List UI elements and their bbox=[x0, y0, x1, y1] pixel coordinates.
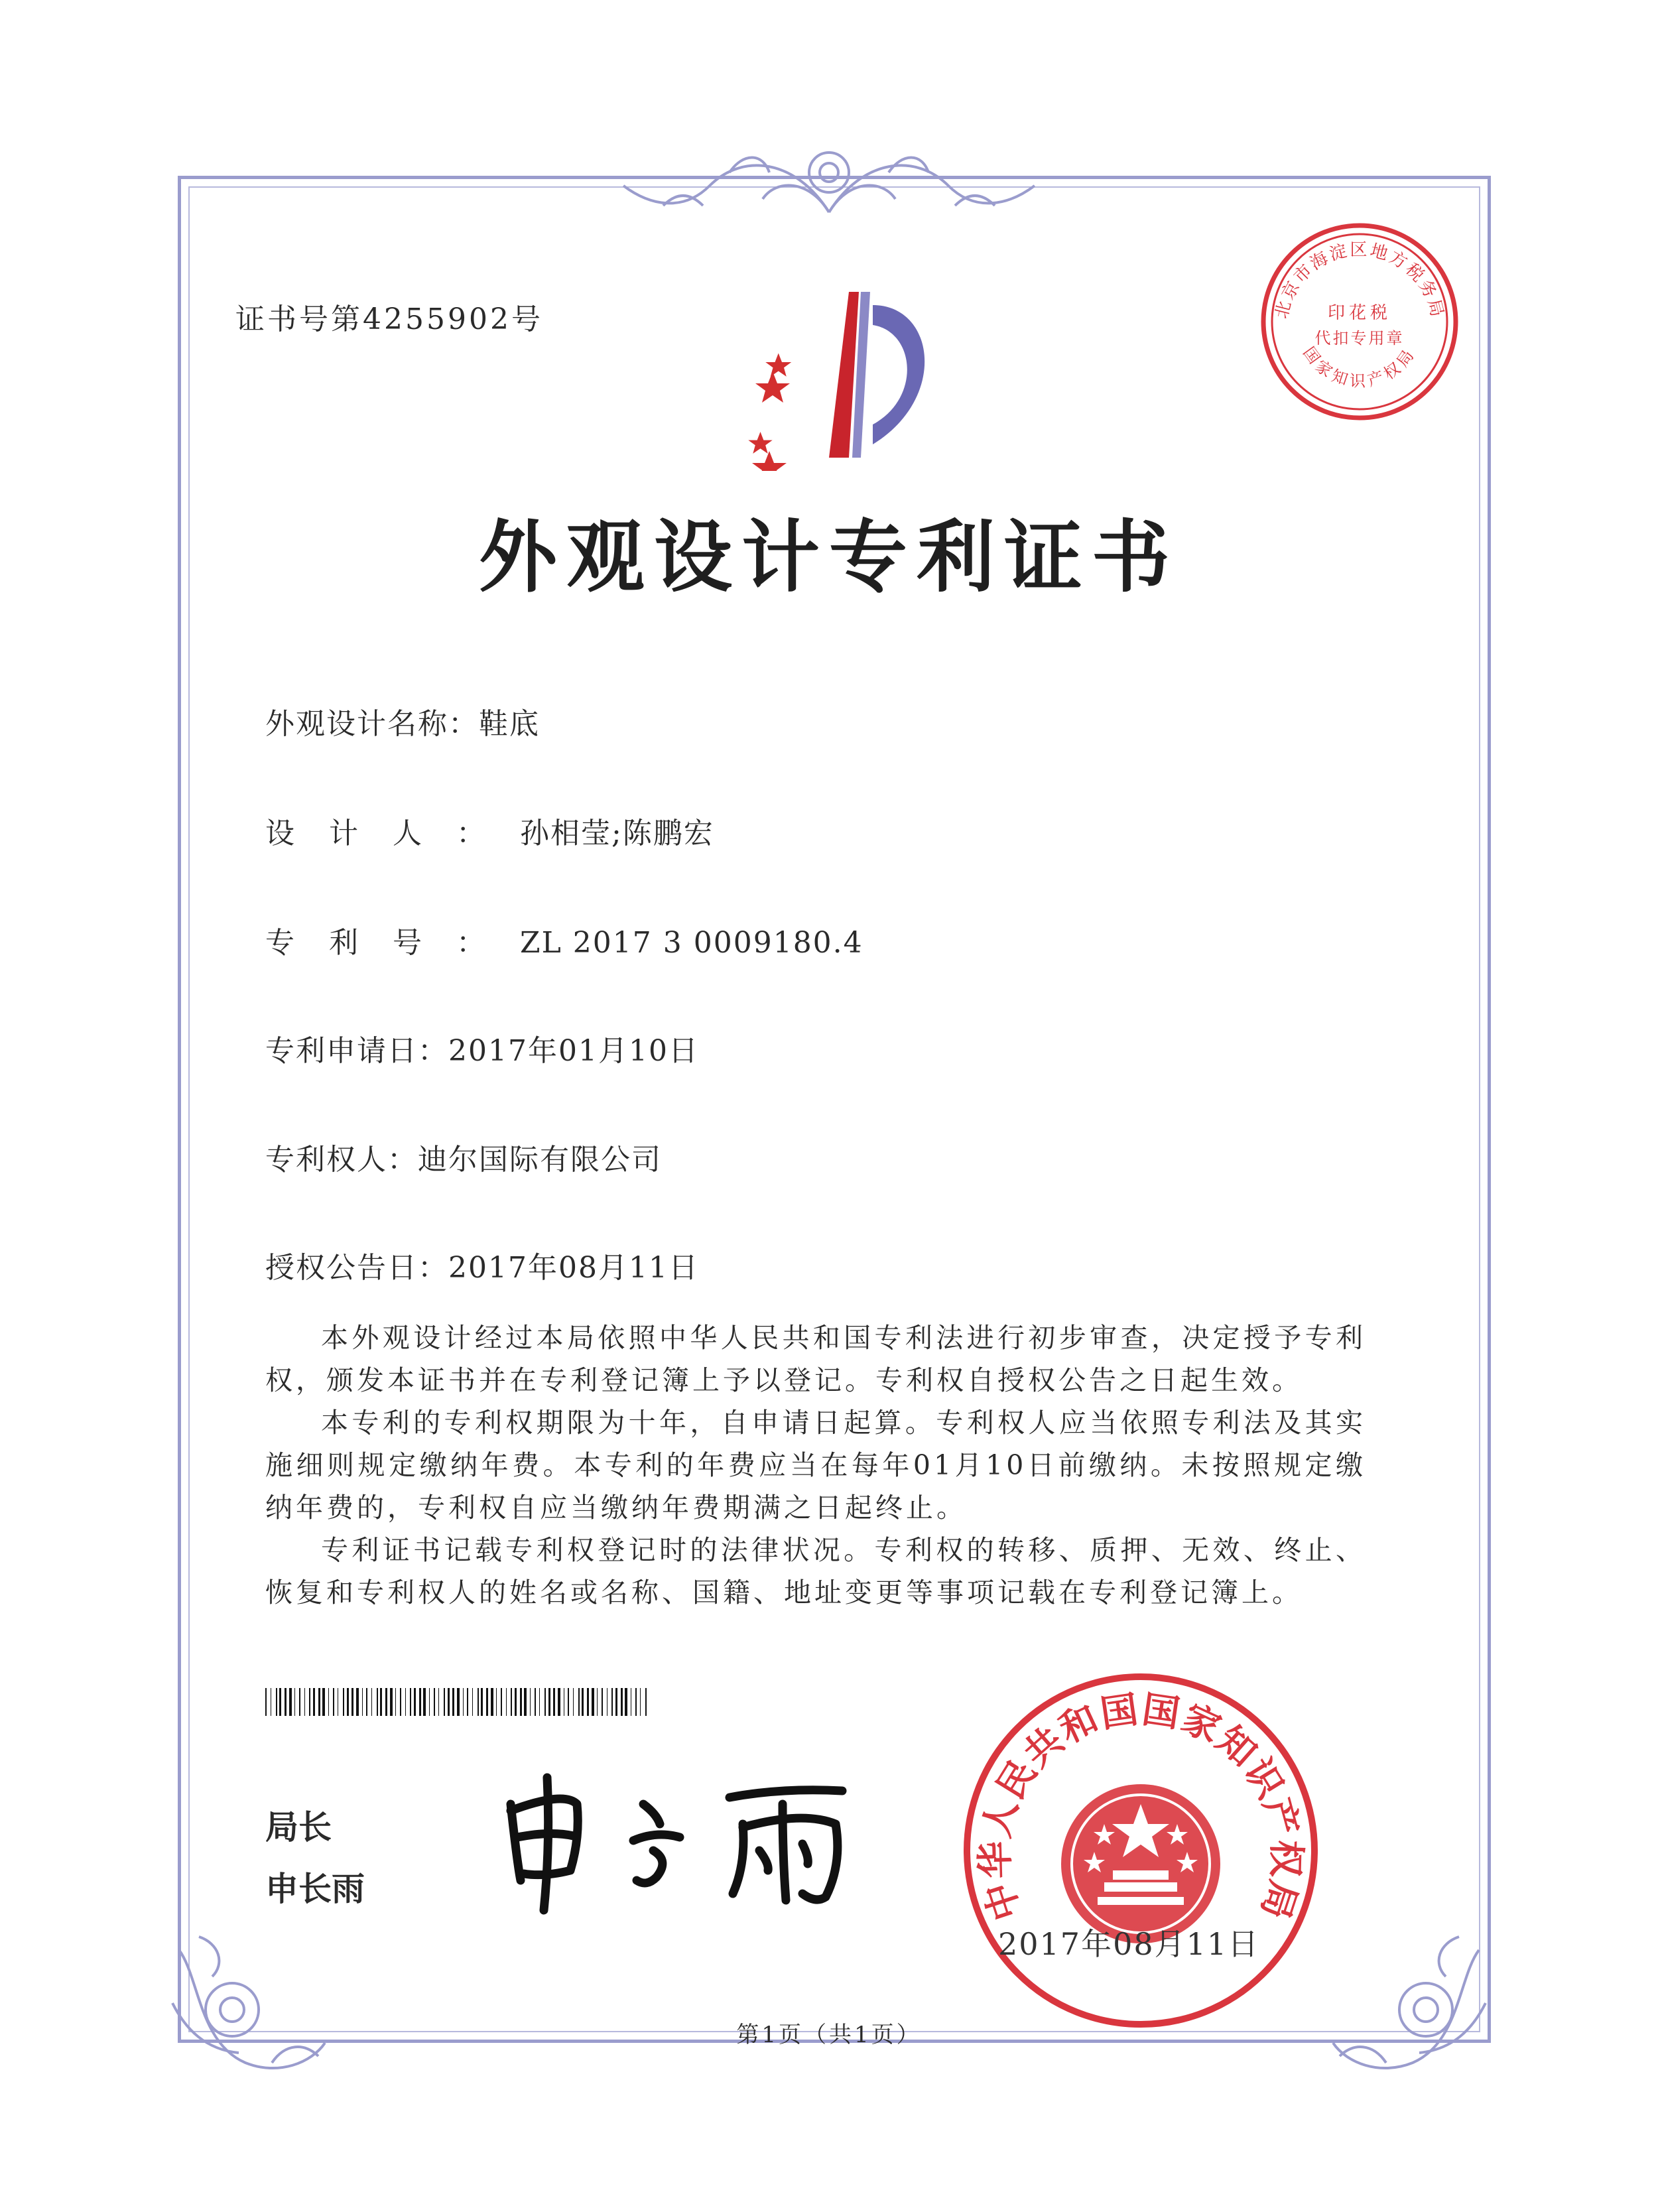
barcode bbox=[265, 1688, 647, 1716]
ornamental-corner-right bbox=[1326, 1910, 1499, 2083]
page-indicator: 第1页（共1页） bbox=[736, 2022, 922, 2048]
field-grant-date bbox=[265, 1244, 699, 1286]
cnipa-official-seal-stamp bbox=[962, 1671, 1320, 2030]
body-paragraph-1: 本外观设计经过本局依照中华人民共和国专利法进行初步审查，决定授予专利权，颁发本证书并在专利登记簿上予以登记。专利权自授权公告之日起生效。 bbox=[265, 1322, 1366, 1396]
field-value: 孙相莹;陈鹏宏 bbox=[520, 816, 714, 850]
certificate-number: 证书号第4255902号 bbox=[235, 302, 543, 336]
field-designers bbox=[265, 809, 714, 852]
field-value: 迪尔国际有限公司 bbox=[418, 1143, 662, 1177]
field-label: 设计人： bbox=[265, 816, 520, 850]
cnipa-emblem-logo bbox=[716, 279, 968, 471]
svg-text:中华人民共和国国家知识产权局: 中华人民共和国国家知识产权局 bbox=[973, 1687, 1308, 1926]
ornamental-corner-left bbox=[159, 1910, 332, 2083]
director-title: 局长 bbox=[265, 1808, 332, 1847]
field-filing-date bbox=[265, 1027, 699, 1069]
tax-bureau-seal-stamp bbox=[1257, 219, 1462, 424]
director-name: 申长雨 bbox=[265, 1870, 365, 1908]
field-patent-number bbox=[265, 919, 863, 961]
field-design-name bbox=[265, 700, 540, 742]
field-value: ZL 2017 3 0009180.4 bbox=[520, 926, 863, 960]
certificate-title: 外观设计专利证书 bbox=[478, 511, 1179, 603]
body-paragraph-2: 本专利的专利权期限为十年，自申请日起算。专利权人应当依照专利法及其实施细则规定缴纳年费。本专利的年费应当在每年01月10日前缴纳。未按照规定缴纳年费的，专利权自应当缴纳年费期满之日起终止。 bbox=[265, 1407, 1366, 1524]
field-value: 2017年01月10日 bbox=[448, 1034, 699, 1068]
field-patentee bbox=[265, 1136, 662, 1178]
field-label: 专利权人： bbox=[265, 1143, 418, 1177]
ornamental-crest bbox=[597, 133, 1061, 232]
field-label: 授权公告日： bbox=[265, 1251, 448, 1285]
svg-text:印花税: 印花税 bbox=[1327, 303, 1392, 323]
svg-text:北京市海淀区地方税务局: 北京市海淀区地方税务局 bbox=[1271, 239, 1448, 321]
field-label: 外观设计名称： bbox=[265, 707, 479, 741]
field-label: 专利号： bbox=[265, 926, 520, 960]
body-paragraph-3: 专利证书记载专利权登记时的法律状况。专利权的转移、质押、无效、终止、恢复和专利权人的姓名或名称、国籍、地址变更等事项记载在专利登记簿上。 bbox=[265, 1534, 1366, 1608]
field-value: 鞋底 bbox=[479, 707, 540, 741]
field-value: 2017年08月11日 bbox=[448, 1251, 699, 1285]
svg-text:代扣专用章: 代扣专用章 bbox=[1314, 329, 1405, 348]
svg-text:国家知识产权局: 国家知识产权局 bbox=[1299, 343, 1420, 391]
issue-date: 2017年08月11日 bbox=[998, 1926, 1260, 1962]
director-signature bbox=[491, 1764, 862, 1917]
field-label: 专利申请日： bbox=[265, 1034, 448, 1068]
